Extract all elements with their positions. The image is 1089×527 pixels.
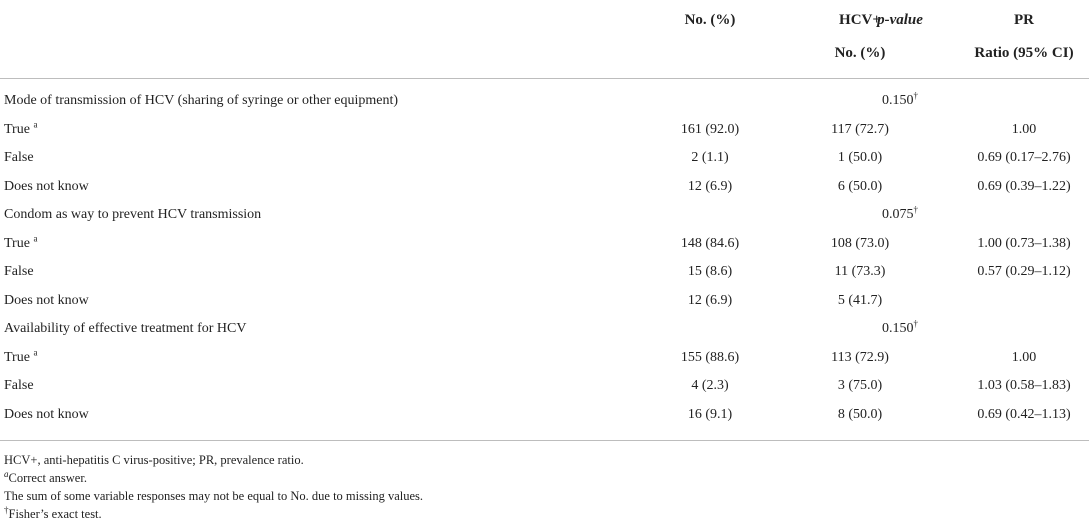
- row-label: False: [4, 378, 34, 393]
- row-pr: 1.00: [1011, 122, 1037, 137]
- row-label: Mode of transmission of HCV (sharing of syringe or other equipment): [4, 93, 399, 108]
- row-label: Availability of effective treatment for HCV: [4, 321, 247, 336]
- footer-rule: [0, 440, 1089, 441]
- row-no-percent: 155 (88.6): [680, 350, 740, 365]
- row-no-percent: 12 (6.9): [687, 179, 733, 194]
- row-pr: 0.69 (0.42–1.13): [977, 407, 1071, 422]
- row-no-percent: 2 (1.1): [691, 150, 729, 165]
- header-pr: PR: [1014, 12, 1034, 28]
- footnote-fisher-test: †Fisher’s exact test.: [4, 504, 102, 521]
- footnote-abbreviations: HCV+, anti-hepatitis C virus-positive; PR, prevalence ratio.: [4, 453, 304, 467]
- row-label: True $^a$: [4, 119, 38, 137]
- row-pr: 1.00: [1011, 350, 1037, 365]
- row-label: Does not know: [4, 179, 89, 194]
- row-no-percent: 15 (8.6): [687, 264, 733, 279]
- row-hcv-percent: 108 (73.0): [830, 236, 890, 251]
- row-no-percent: 148 (84.6): [680, 236, 740, 251]
- row-label: Does not know: [4, 293, 89, 308]
- row-pr: 0.57 (0.29–1.12): [977, 264, 1071, 279]
- row-hcv-percent: 1 (50.0): [837, 150, 883, 165]
- row-label: False: [4, 150, 34, 165]
- row-no-percent: 4 (2.3): [691, 378, 729, 393]
- row-no-percent: 16 (9.1): [687, 407, 733, 422]
- header-hcv-positive: HCV+: [839, 12, 881, 28]
- row-no-percent: 12 (6.9): [687, 293, 733, 308]
- row-label: Condom as way to prevent HCV transmission: [4, 207, 262, 222]
- row-hcv-percent: 3 (75.0): [837, 378, 883, 393]
- row-hcv-percent: 117 (72.7): [831, 122, 889, 137]
- row-label: False: [4, 264, 34, 279]
- header-p-value: p-value: [877, 12, 923, 28]
- row-label: True $^a$: [4, 347, 38, 365]
- footnote-correct-answer: $^a$Correct answer.: [4, 468, 87, 485]
- row-hcv-percent: 8 (50.0): [837, 407, 883, 422]
- row-hcv-percent: 113 (72.9): [831, 350, 889, 365]
- row-hcv-percent: 5 (41.7): [837, 293, 883, 308]
- row-pr: 1.00 (0.73–1.38): [977, 236, 1071, 251]
- header-hcv-no-percent: No. (%): [834, 45, 886, 61]
- header-no-percent: No. (%): [684, 12, 736, 28]
- header-pr-ratio-ci: Ratio (95% CI): [974, 45, 1074, 61]
- footnote-missing-values: The sum of some variable responses may not be equal to No. due to missing values.: [4, 489, 424, 503]
- row-label: True $^a$: [4, 233, 38, 251]
- row-no-percent: 161 (92.0): [680, 122, 740, 137]
- row-hcv-percent: 6 (50.0): [837, 179, 883, 194]
- row-pr: 0.69 (0.39–1.22): [977, 179, 1071, 194]
- row-hcv-percent: 11 (73.3): [834, 264, 886, 279]
- row-p-value: 0.075†: [882, 204, 918, 222]
- row-pr: 0.69 (0.17–2.76): [977, 150, 1071, 165]
- header-rule: [0, 78, 1089, 79]
- row-label: Does not know: [4, 407, 89, 422]
- row-p-value: 0.150†: [882, 90, 918, 108]
- row-p-value: 0.150†: [882, 318, 918, 336]
- row-pr: 1.03 (0.58–1.83): [977, 378, 1071, 393]
